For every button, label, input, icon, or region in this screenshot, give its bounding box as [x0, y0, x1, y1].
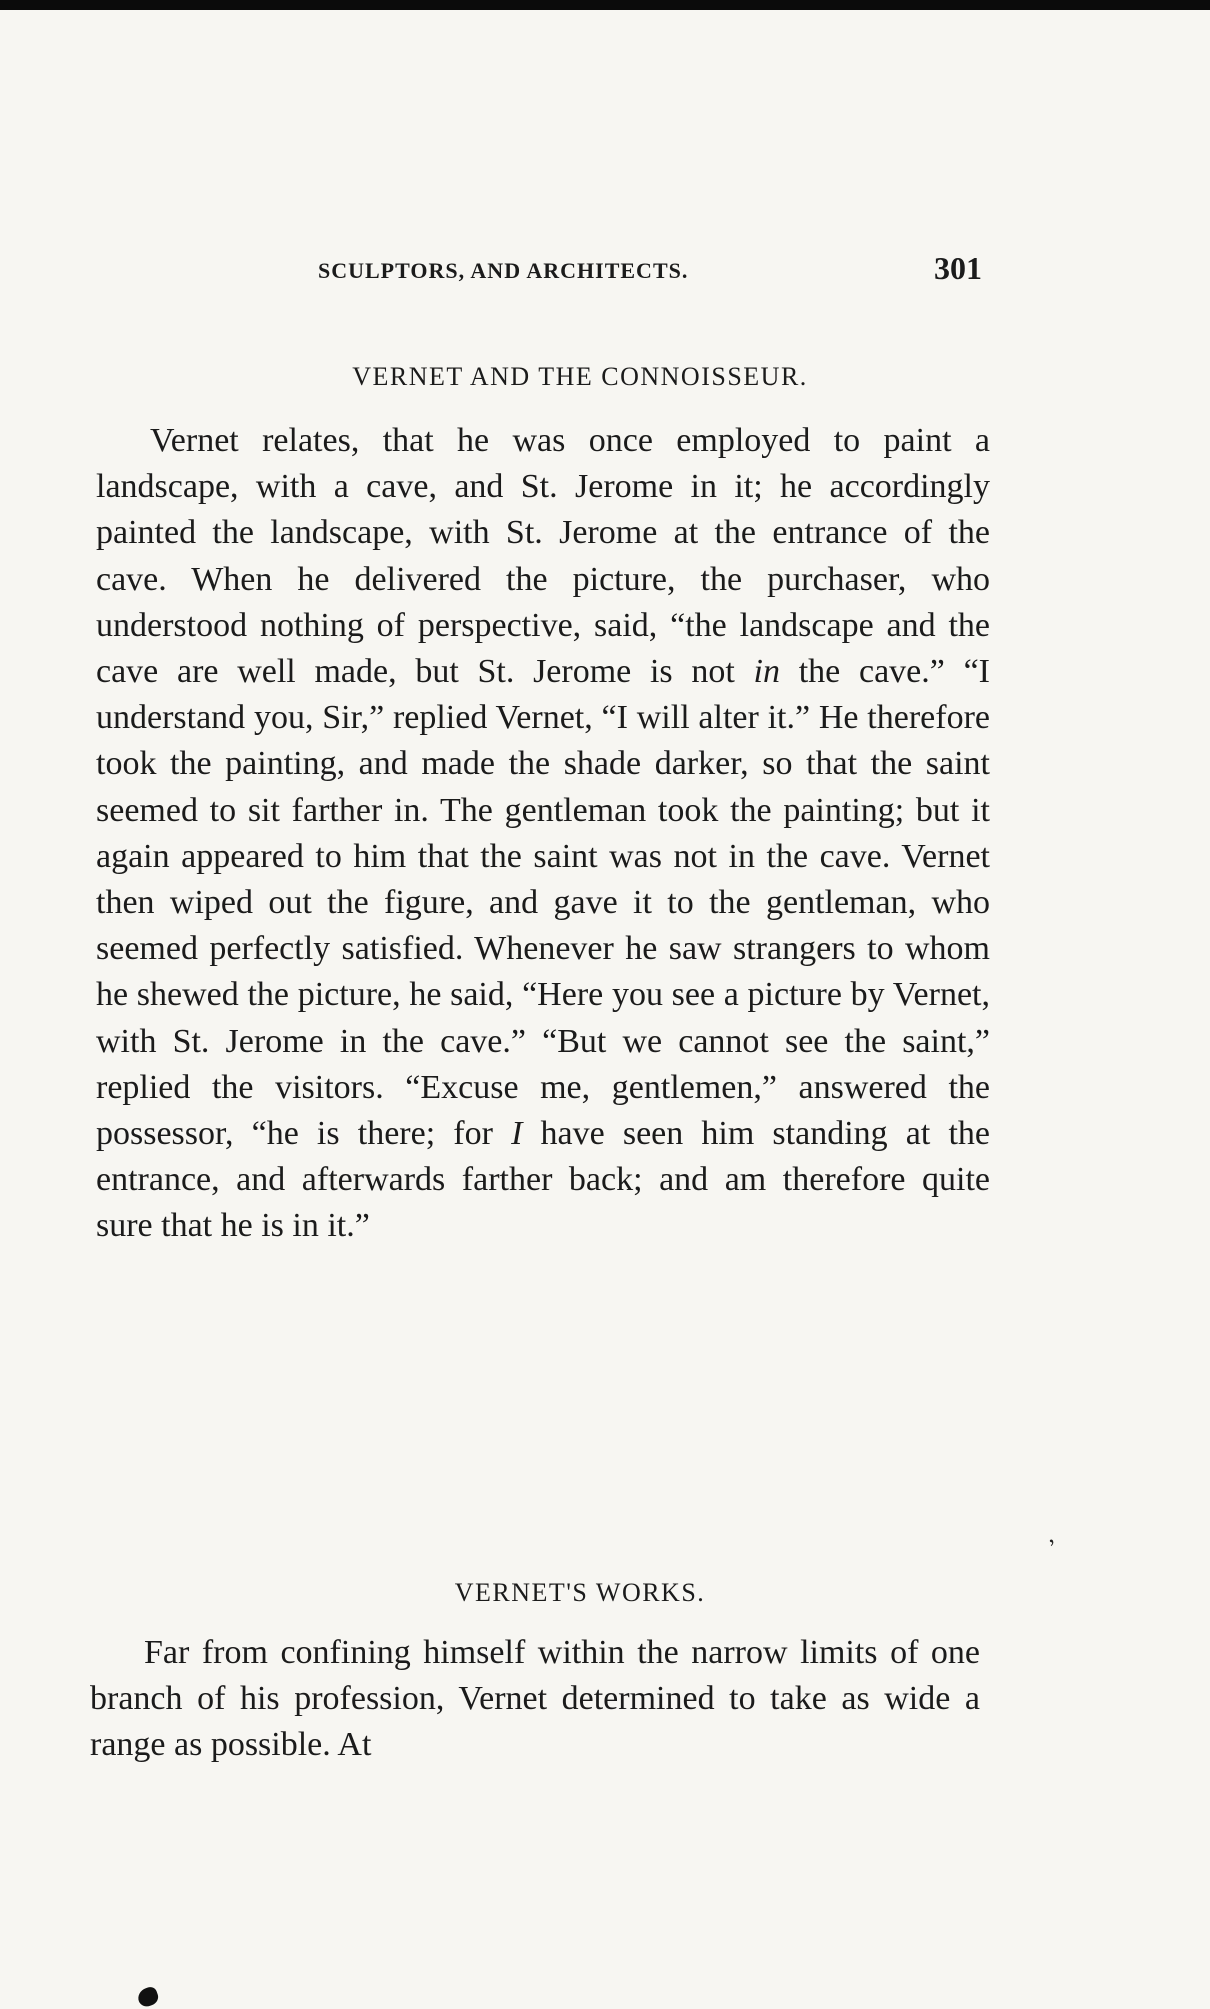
ink-blot: [136, 1985, 161, 2009]
paragraph-text-b: the cave.” “I understand you, Sir,” replied Vernet, “I will alter it.” He therefore took the painting, and made the shade darker, so that the saint seemed to sit farther in. The gentleman took the painting; but it again appeared to him that the saint was not in the cave. Vernet then wiped out the figure, and gave it to the gentleman, who seemed perfectly satisfied. Whenever he saw strangers to whom he shewed the picture, he said, “Here you see a picture by Vernet, with St. Jerome in the cave.” “But we cannot see the saint,” replied the visitors. “Excuse me, gentlemen,” answered the possessor, “he is there; for: [96, 653, 990, 1153]
paragraph-text-a: Vernet relates, that he was once employed to paint a landscape, with a cave, and St. Jerome in it; he accordingly painted the landscape, with St. Jerome at the entrance of the cave. When he delivered the picture, the purchaser, who understood nothing of perspective, said, “the landscape and the cave are well made, but St. Jerome is not: [96, 422, 990, 691]
emphasis-in: in: [753, 653, 780, 691]
margin-mark: ʼ: [1045, 1534, 1063, 1562]
running-title: SCULPTORS, AND ARCHITECTS.: [318, 258, 689, 283]
paragraph-works: [90, 1630, 980, 1769]
running-head: [318, 250, 988, 290]
page-number: 301: [934, 250, 982, 286]
emphasis-i: I: [511, 1115, 523, 1153]
section-title-works: VERNET'S WORKS.: [454, 1578, 706, 1607]
paragraph-text-c: have seen him standing at the entrance, and afterwards farther back; and am therefore quite sure that he is in it.”: [96, 1115, 990, 1245]
section-title-connoisseur: VERNET AND THE CONNOISSEUR.: [352, 362, 808, 391]
paragraph-connoisseur: [96, 418, 990, 1250]
scan-top-edge: [0, 0, 1210, 10]
paragraph-works-text: Far from confining himself within the narrow limits of one branch of his profession, Vernet determined to take as wide a range as possible. At: [90, 1634, 980, 1764]
